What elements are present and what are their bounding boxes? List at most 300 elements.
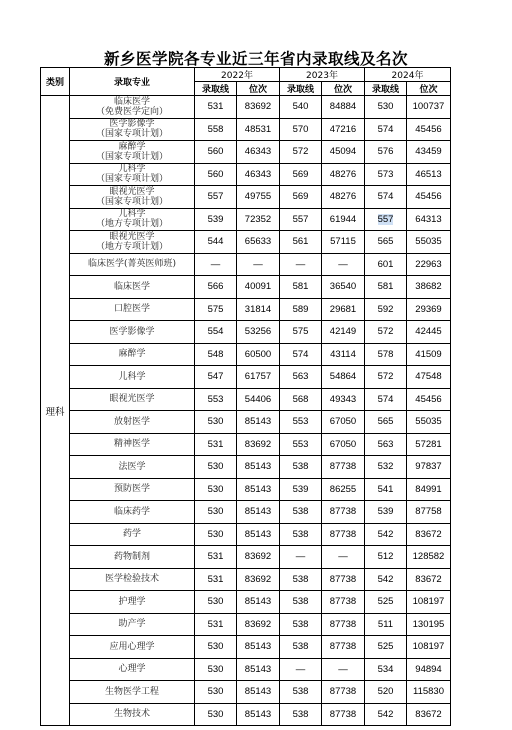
score-2022-value: 530 — [207, 483, 224, 495]
rank-2022-value: 83692 — [244, 438, 272, 450]
table-row — [41, 523, 451, 546]
rank-2024-value: 55035 — [415, 236, 442, 248]
score-2022-value: 530 — [207, 461, 224, 473]
table-row — [41, 276, 451, 299]
score-2022-cell — [195, 478, 237, 501]
rank-2023-value: 48276 — [329, 191, 357, 203]
score-2023-cell — [280, 411, 322, 434]
rank-2024-cell — [407, 703, 451, 726]
score-2022-cell — [195, 186, 237, 209]
score-2023-cell — [280, 388, 322, 411]
score-2024-cell — [365, 388, 407, 411]
rank-2022-value: 83692 — [244, 573, 272, 585]
header-row-years — [41, 68, 451, 82]
rank-2022-cell — [237, 388, 280, 411]
rank-2022-value: 85143 — [244, 596, 272, 608]
rank-2022-value: 53256 — [244, 326, 272, 338]
rank-2022-cell — [237, 703, 280, 726]
major-cell — [70, 591, 195, 614]
score-2024-cell — [365, 478, 407, 501]
score-2023-value: 539 — [292, 483, 309, 495]
table-row — [41, 388, 451, 411]
rank-2023-value: 87738 — [329, 461, 357, 473]
table-row — [41, 546, 451, 569]
major-note: （地方专项计划） — [95, 219, 168, 230]
rank-2023-cell — [322, 546, 365, 569]
rank-2024-value: 128582 — [412, 551, 445, 563]
score-2024-value: 572 — [377, 371, 394, 383]
major-name: 儿科学 — [118, 209, 146, 220]
rank-2024-value: 38682 — [415, 281, 442, 293]
rank-2023-cell — [322, 118, 365, 141]
rank-2023-cell — [322, 231, 365, 254]
score-2023-cell — [280, 501, 322, 524]
score-2022-cell — [195, 658, 237, 681]
table-row — [41, 568, 451, 591]
rank-2024-value: 29369 — [415, 303, 442, 315]
major-note: （国家专项计划） — [95, 129, 168, 140]
rank-2022-value: 83692 — [244, 101, 272, 113]
score-2023-cell — [280, 591, 322, 614]
score-2023-value: 589 — [292, 303, 309, 315]
score-2022-cell — [195, 141, 237, 164]
major-cell — [70, 613, 195, 636]
rank-2022-cell — [237, 433, 280, 456]
score-2022-cell — [195, 591, 237, 614]
score-2024-value: 578 — [377, 348, 394, 360]
major-name: 生物技术 — [113, 709, 150, 720]
score-2023-cell — [280, 681, 322, 704]
score-2024-cell — [365, 613, 407, 636]
score-2023-cell — [280, 96, 322, 119]
rank-2024-cell — [407, 231, 451, 254]
score-2023-cell — [280, 163, 322, 186]
rank-2023-cell — [322, 388, 365, 411]
score-2022-cell — [195, 681, 237, 704]
rank-2024-cell — [407, 118, 451, 141]
rank-2024-cell — [407, 298, 451, 321]
score-2024-cell — [365, 501, 407, 524]
score-2022-value: 539 — [207, 213, 224, 225]
score-2022-value: 553 — [207, 393, 224, 405]
table-row — [41, 141, 451, 164]
rank-2023-value: 67050 — [329, 438, 357, 450]
rank-2023-cell — [322, 208, 365, 231]
table-row — [41, 321, 451, 344]
score-2022-cell — [195, 208, 237, 231]
score-2023-value: 563 — [292, 371, 309, 383]
rank-2023-value: 87738 — [329, 708, 357, 720]
rank-2023-cell — [322, 501, 365, 524]
rank-2024-cell — [407, 636, 451, 659]
score-2024-cell — [365, 546, 407, 569]
table-row — [41, 658, 451, 681]
rank-2022-value: 85143 — [244, 461, 272, 473]
score-2023-value: 538 — [292, 528, 309, 540]
rank-2023-value: 86255 — [329, 483, 357, 495]
score-2023-value: 569 — [292, 168, 309, 180]
score-2022-value: 530 — [207, 641, 224, 653]
score-2023-cell — [280, 546, 322, 569]
score-2022-cell — [195, 321, 237, 344]
category-cell: 理科 — [41, 96, 70, 726]
rank-2023-value: 29681 — [329, 303, 357, 315]
rank-2024-cell — [407, 501, 451, 524]
score-2024-cell — [365, 681, 407, 704]
major-cell — [70, 321, 195, 344]
table-body — [41, 96, 451, 726]
score-2023-value: 540 — [292, 101, 309, 113]
score-2022-value: 531 — [207, 551, 224, 563]
rank-2022-cell — [237, 546, 280, 569]
rank-2022-cell — [237, 681, 280, 704]
table-row — [41, 208, 451, 231]
rank-2024-cell — [407, 546, 451, 569]
rank-2024-cell — [407, 253, 451, 276]
rank-2023-value: 49343 — [329, 393, 357, 405]
rank-2024-value: 83672 — [415, 528, 442, 540]
score-2024-value: 592 — [377, 303, 394, 315]
score-2023-cell — [280, 298, 322, 321]
rank-2023-value: 42149 — [329, 326, 357, 338]
rank-2022-value: — — [253, 258, 263, 270]
score-2023-cell — [280, 478, 322, 501]
major-cell — [70, 658, 195, 681]
major-name: 医学检验技术 — [104, 574, 159, 585]
score-2022-value: 530 — [207, 596, 224, 608]
rank-2022-cell — [237, 321, 280, 344]
major-cell — [70, 343, 195, 366]
rank-2024-value: 57281 — [415, 438, 442, 450]
rank-2023-cell — [322, 96, 365, 119]
rank-2022-value: 85143 — [244, 416, 272, 428]
rank-2024-value: 41509 — [415, 348, 442, 360]
score-2024-value: 574 — [377, 123, 394, 135]
score-2024-cell — [365, 298, 407, 321]
score-2023-value: 574 — [292, 348, 309, 360]
rank-2023-cell — [322, 321, 365, 344]
rank-2024-cell — [407, 591, 451, 614]
score-2023-value: 538 — [292, 641, 309, 653]
major-note: （国家专项计划） — [95, 196, 168, 207]
table-row — [41, 298, 451, 321]
major-cell — [70, 276, 195, 299]
major-cell — [70, 703, 195, 726]
score-2024-cell — [365, 208, 407, 231]
score-2023-value: 538 — [292, 506, 309, 518]
rank-2024-cell — [407, 366, 451, 389]
rank-2024-cell — [407, 433, 451, 456]
score-2024-value: 542 — [377, 708, 394, 720]
rank-2022-cell — [237, 186, 280, 209]
header-rank: 位次 — [407, 82, 451, 96]
rank-2022-value: 40091 — [244, 281, 272, 293]
table-row — [41, 366, 451, 389]
score-2022-value: 531 — [207, 101, 224, 113]
rank-2024-cell — [407, 411, 451, 434]
major-name: 生物医学工程 — [104, 686, 159, 697]
score-2022-value: 531 — [207, 438, 224, 450]
rank-2023-value: 61944 — [329, 213, 357, 225]
table-row — [41, 186, 451, 209]
major-cell — [70, 186, 195, 209]
major-cell — [70, 681, 195, 704]
rank-2023-cell — [322, 703, 365, 726]
rank-2023-cell — [322, 141, 365, 164]
rank-2022-value: 54406 — [244, 393, 272, 405]
score-2023-cell — [280, 321, 322, 344]
major-cell — [70, 366, 195, 389]
score-2022-cell — [195, 231, 237, 254]
rank-2024-value: 45456 — [415, 123, 442, 135]
score-2024-value: 542 — [377, 528, 394, 540]
score-2024-cell — [365, 411, 407, 434]
score-2023-value: — — [295, 551, 306, 563]
score-2023-value: 581 — [292, 281, 309, 293]
score-2023-cell — [280, 523, 322, 546]
score-2022-cell — [195, 388, 237, 411]
major-name: 临床医学(菁英医师班) — [87, 259, 177, 270]
rank-2022-value: 48531 — [244, 123, 272, 135]
table-row — [41, 591, 451, 614]
rank-2022-value: 46343 — [244, 146, 272, 158]
score-2023-value: 538 — [292, 573, 309, 585]
score-2022-cell — [195, 298, 237, 321]
rank-2024-cell — [407, 186, 451, 209]
score-2024-value: 520 — [377, 686, 394, 698]
rank-2022-cell — [237, 501, 280, 524]
score-2023-value: 568 — [292, 393, 309, 405]
score-2024-value: 573 — [377, 168, 394, 180]
header-score: 录取线 — [365, 82, 407, 96]
table-row — [41, 456, 451, 479]
rank-2023-value: 87738 — [329, 528, 357, 540]
major-cell — [70, 501, 195, 524]
major-name: 放射医学 — [113, 416, 150, 427]
rank-2022-cell — [237, 591, 280, 614]
major-cell — [70, 478, 195, 501]
rank-2024-value: 130195 — [412, 618, 445, 630]
score-2024-value: 512 — [377, 551, 394, 563]
score-2024-value: 581 — [377, 281, 394, 293]
score-2023-value: 538 — [292, 708, 309, 720]
rank-2024-value: 47548 — [415, 371, 442, 383]
rank-2023-cell — [322, 298, 365, 321]
rank-2024-value: 46513 — [415, 168, 442, 180]
score-2022-value: — — [210, 258, 221, 270]
score-2024-value: 601 — [377, 258, 394, 270]
rank-2023-cell — [322, 276, 365, 299]
rank-2024-cell — [407, 321, 451, 344]
table-row — [41, 613, 451, 636]
table-row — [41, 96, 451, 119]
rank-2023-cell — [322, 433, 365, 456]
rank-2022-cell — [237, 231, 280, 254]
score-2022-cell — [195, 411, 237, 434]
rank-2022-cell — [237, 141, 280, 164]
table-row — [41, 681, 451, 704]
rank-2023-value: 87738 — [329, 506, 357, 518]
score-2024-cell — [365, 343, 407, 366]
score-2022-value: 560 — [207, 168, 224, 180]
score-2024-cell — [365, 591, 407, 614]
score-2022-cell — [195, 343, 237, 366]
rank-2024-cell — [407, 658, 451, 681]
rank-2023-value: 43114 — [330, 348, 356, 360]
major-cell — [70, 388, 195, 411]
rank-2023-value: 36540 — [329, 281, 357, 293]
score-2024-cell — [365, 118, 407, 141]
rank-2022-value: 85143 — [244, 708, 272, 720]
rank-2023-cell — [322, 613, 365, 636]
major-cell — [70, 96, 195, 119]
rank-2023-value: 87738 — [329, 596, 357, 608]
table-row — [41, 636, 451, 659]
rank-2024-value: 108197 — [412, 641, 445, 653]
score-2024-cell — [365, 523, 407, 546]
score-2024-cell — [365, 96, 407, 119]
rank-2022-cell — [237, 298, 280, 321]
score-2022-cell — [195, 456, 237, 479]
major-name: 眼视光医学 — [109, 394, 155, 405]
table-row — [41, 703, 451, 726]
rank-2022-cell — [237, 208, 280, 231]
score-2024-cell — [365, 253, 407, 276]
rank-2022-value: 85143 — [244, 663, 272, 675]
score-2023-value: 538 — [292, 461, 309, 473]
major-name: 助产学 — [118, 619, 146, 630]
score-2024-cell — [365, 568, 407, 591]
score-2022-cell — [195, 613, 237, 636]
rank-2022-value: 72352 — [244, 213, 272, 225]
score-2022-cell — [195, 433, 237, 456]
score-2022-value: 557 — [207, 191, 224, 203]
major-cell — [70, 231, 195, 254]
score-2022-cell — [195, 636, 237, 659]
rank-2024-value: 87758 — [415, 506, 442, 518]
rank-2024-cell — [407, 568, 451, 591]
score-2023-value: 569 — [292, 191, 309, 203]
score-2022-value: 530 — [207, 506, 224, 518]
score-2023-cell — [280, 366, 322, 389]
major-cell — [70, 118, 195, 141]
table-row — [41, 163, 451, 186]
major-cell — [70, 163, 195, 186]
rank-2023-value: 57115 — [330, 236, 356, 248]
score-2022-cell — [195, 546, 237, 569]
rank-2022-cell — [237, 613, 280, 636]
major-name: 药学 — [122, 529, 141, 540]
rank-2022-cell — [237, 456, 280, 479]
score-2022-cell — [195, 276, 237, 299]
score-2023-cell — [280, 658, 322, 681]
score-2024-cell — [365, 231, 407, 254]
score-2023-value: 553 — [292, 438, 309, 450]
score-2022-cell — [195, 523, 237, 546]
major-name: 儿科学 — [118, 164, 146, 175]
rank-2023-cell — [322, 478, 365, 501]
rank-2024-value: 100737 — [412, 101, 445, 113]
score-2024-cell — [365, 141, 407, 164]
rank-2024-value: 22963 — [415, 258, 442, 270]
score-2023-value: — — [295, 663, 306, 675]
header-major: 录取专业 — [70, 68, 195, 96]
major-name: 心理学 — [118, 664, 146, 675]
score-2024-value: 565 — [377, 236, 394, 248]
rank-2023-cell — [322, 681, 365, 704]
header-rank: 位次 — [322, 82, 365, 96]
rank-2023-cell — [322, 253, 365, 276]
rank-2024-cell — [407, 681, 451, 704]
score-2024-value: 572 — [377, 326, 394, 338]
score-2022-value: 560 — [207, 146, 224, 158]
rank-2023-cell — [322, 343, 365, 366]
score-2023-cell — [280, 141, 322, 164]
score-2023-value: 553 — [292, 416, 309, 428]
rank-2022-cell — [237, 523, 280, 546]
table-row — [41, 253, 451, 276]
table-row — [41, 501, 451, 524]
rank-2024-cell — [407, 343, 451, 366]
rank-2024-value: 43459 — [415, 146, 442, 158]
rank-2022-cell — [237, 568, 280, 591]
rank-2022-cell — [237, 253, 280, 276]
score-2022-value: 530 — [207, 528, 224, 540]
major-name: 法医学 — [118, 461, 146, 472]
rank-2023-cell — [322, 568, 365, 591]
rank-2022-cell — [237, 658, 280, 681]
score-2023-cell — [280, 253, 322, 276]
rank-2023-value: 87738 — [329, 573, 357, 585]
score-2022-value: 530 — [207, 663, 224, 675]
score-2022-cell — [195, 253, 237, 276]
rank-2024-value: 84991 — [415, 483, 442, 495]
rank-2022-cell — [237, 163, 280, 186]
rank-2024-value: 45456 — [415, 393, 442, 405]
rank-2023-value: 87738 — [329, 686, 357, 698]
rank-2023-cell — [322, 658, 365, 681]
score-2022-value: 566 — [207, 281, 224, 293]
rank-2023-value: 48276 — [329, 168, 357, 180]
rank-2023-cell — [322, 456, 365, 479]
rank-2024-value: 97837 — [415, 461, 442, 473]
score-2023-cell — [280, 276, 322, 299]
header-year-2024: 2024年 — [365, 68, 451, 82]
admission-table — [40, 67, 451, 726]
major-name: 医学影像学 — [109, 326, 155, 337]
header-score: 录取线 — [195, 82, 237, 96]
rank-2023-value: 87738 — [329, 618, 357, 630]
score-2022-cell — [195, 118, 237, 141]
major-cell — [70, 411, 195, 434]
score-2022-cell — [195, 703, 237, 726]
score-2024-value: 563 — [377, 438, 394, 450]
score-2023-cell — [280, 208, 322, 231]
table-row — [41, 118, 451, 141]
score-2023-value: 561 — [292, 236, 309, 248]
score-2022-value: 575 — [207, 303, 224, 315]
rank-2024-value: 94894 — [415, 663, 442, 675]
score-2024-cell — [365, 703, 407, 726]
rank-2022-value: 85143 — [244, 641, 272, 653]
major-note: （国家专项计划） — [95, 174, 168, 185]
score-2022-cell — [195, 501, 237, 524]
score-2023-value: 538 — [292, 686, 309, 698]
score-2023-value: — — [295, 258, 306, 270]
rank-2024-cell — [407, 163, 451, 186]
score-2024-value: 574 — [377, 191, 394, 203]
rank-2022-value: 83692 — [244, 618, 272, 630]
